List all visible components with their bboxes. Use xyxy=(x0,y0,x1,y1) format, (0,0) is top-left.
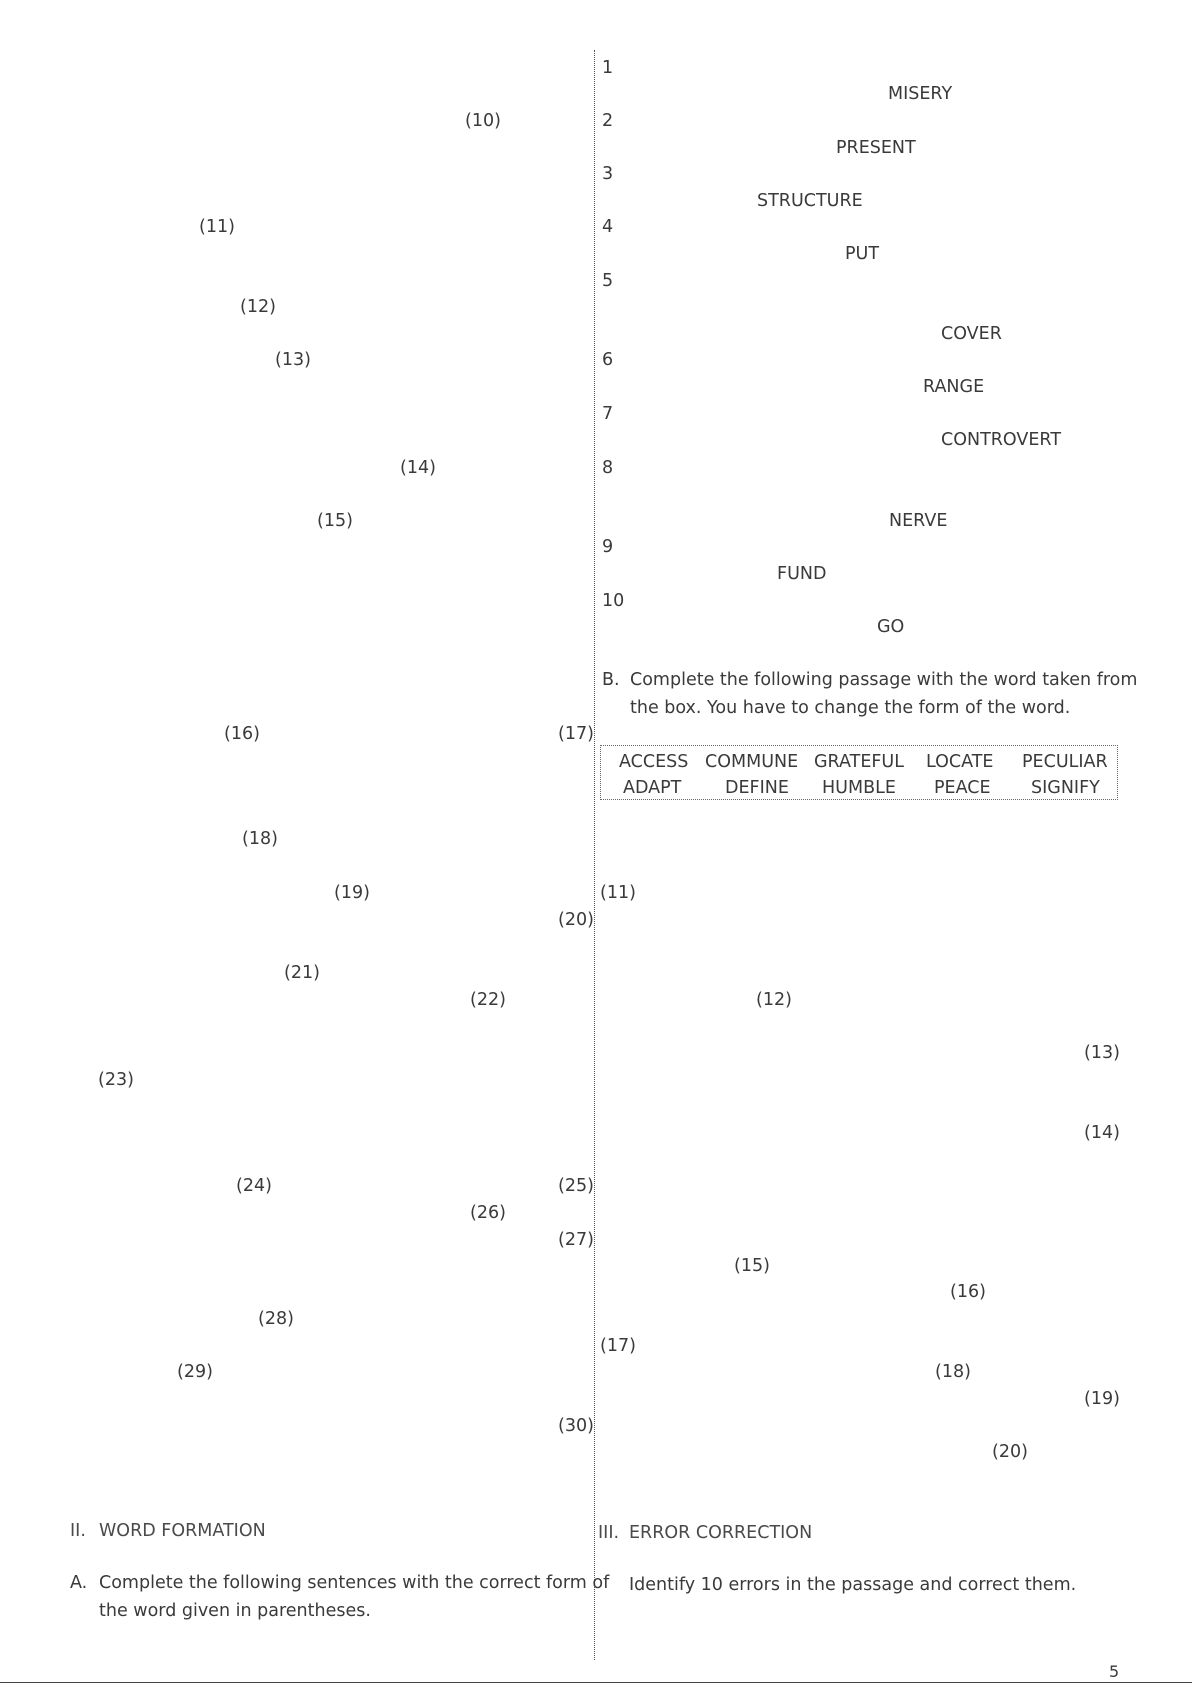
box-word: DEFINE xyxy=(725,778,789,798)
blank-marker: (18) xyxy=(935,1362,971,1382)
root-word: RANGE xyxy=(923,377,985,397)
blank-marker: (20) xyxy=(992,1442,1028,1462)
section-numeral: III. xyxy=(598,1523,620,1543)
blank-marker: (27) xyxy=(558,1230,594,1250)
blank-marker: (13) xyxy=(1084,1043,1120,1063)
blank-marker: (28) xyxy=(258,1309,294,1329)
item-number: 8 xyxy=(602,458,614,478)
blank-marker: (16) xyxy=(224,724,260,744)
blank-marker: (15) xyxy=(317,511,353,531)
box-word: ACCESS xyxy=(619,752,689,772)
box-word: COMMUNE xyxy=(705,752,799,772)
blank-marker: (19) xyxy=(1084,1389,1120,1409)
item-number: 2 xyxy=(602,111,614,131)
footer-rule xyxy=(0,1682,1192,1683)
blank-marker: (20) xyxy=(558,910,594,930)
root-word: FUND xyxy=(777,564,827,584)
root-word: STRUCTURE xyxy=(757,191,863,211)
box-word: HUMBLE xyxy=(822,778,896,798)
box-word: PEACE xyxy=(934,778,991,798)
blank-marker: (19) xyxy=(334,883,370,903)
section-numeral: II. xyxy=(70,1521,86,1541)
item-number: 9 xyxy=(602,537,614,557)
box-word: GRATEFUL xyxy=(814,752,904,772)
box-word: SIGNIFY xyxy=(1031,778,1100,798)
blank-marker: (24) xyxy=(236,1176,272,1196)
instruction-line: Complete the following sentences with the correct form of xyxy=(99,1573,610,1593)
blank-marker: (29) xyxy=(177,1362,213,1382)
item-number: 10 xyxy=(602,591,625,611)
blank-marker: (14) xyxy=(400,458,436,478)
blank-marker: (17) xyxy=(558,724,594,744)
blank-marker: (18) xyxy=(242,829,278,849)
blank-marker: (23) xyxy=(98,1070,134,1090)
item-number: 3 xyxy=(602,164,614,184)
box-word: PECULIAR xyxy=(1022,752,1108,772)
blank-marker: (26) xyxy=(470,1203,506,1223)
part-letter: A. xyxy=(70,1573,88,1593)
blank-marker: (11) xyxy=(199,217,235,237)
item-number: 1 xyxy=(602,58,614,78)
instruction-line: the word given in parentheses. xyxy=(99,1601,371,1621)
root-word: PUT xyxy=(845,244,880,264)
root-word: COVER xyxy=(941,324,1002,344)
root-word: GO xyxy=(877,617,905,637)
section-title: WORD FORMATION xyxy=(99,1521,266,1541)
root-word: NERVE xyxy=(889,511,948,531)
root-word: MISERY xyxy=(888,84,953,104)
blank-marker: (11) xyxy=(600,883,636,903)
item-number: 6 xyxy=(602,350,614,370)
instruction-line: Complete the following passage with the word taken from xyxy=(630,670,1138,690)
blank-marker: (25) xyxy=(558,1176,594,1196)
page-number: 5 xyxy=(1109,1662,1120,1681)
box-word: ADAPT xyxy=(623,778,682,798)
part-letter: B. xyxy=(602,670,620,690)
blank-marker: (12) xyxy=(756,990,792,1010)
blank-marker: (21) xyxy=(284,963,320,983)
instruction-line: Identify 10 errors in the passage and correct them. xyxy=(629,1575,1077,1595)
blank-marker: (12) xyxy=(240,297,276,317)
item-number: 7 xyxy=(602,404,614,424)
blank-marker: (16) xyxy=(950,1282,986,1302)
root-word: PRESENT xyxy=(836,138,916,158)
instruction-line: the box. You have to change the form of the word. xyxy=(630,698,1071,718)
root-word: CONTROVERT xyxy=(941,430,1062,450)
blank-marker: (30) xyxy=(558,1416,594,1436)
blank-marker: (13) xyxy=(275,350,311,370)
item-number: 5 xyxy=(602,271,614,291)
item-number: 4 xyxy=(602,217,614,237)
blank-marker: (10) xyxy=(465,111,501,131)
blank-marker: (22) xyxy=(470,990,506,1010)
blank-marker: (14) xyxy=(1084,1123,1120,1143)
blank-marker: (17) xyxy=(600,1336,636,1356)
blank-marker: (15) xyxy=(734,1256,770,1276)
section-title: ERROR CORRECTION xyxy=(629,1523,813,1543)
column-divider xyxy=(594,50,595,1660)
box-word: LOCATE xyxy=(926,752,994,772)
